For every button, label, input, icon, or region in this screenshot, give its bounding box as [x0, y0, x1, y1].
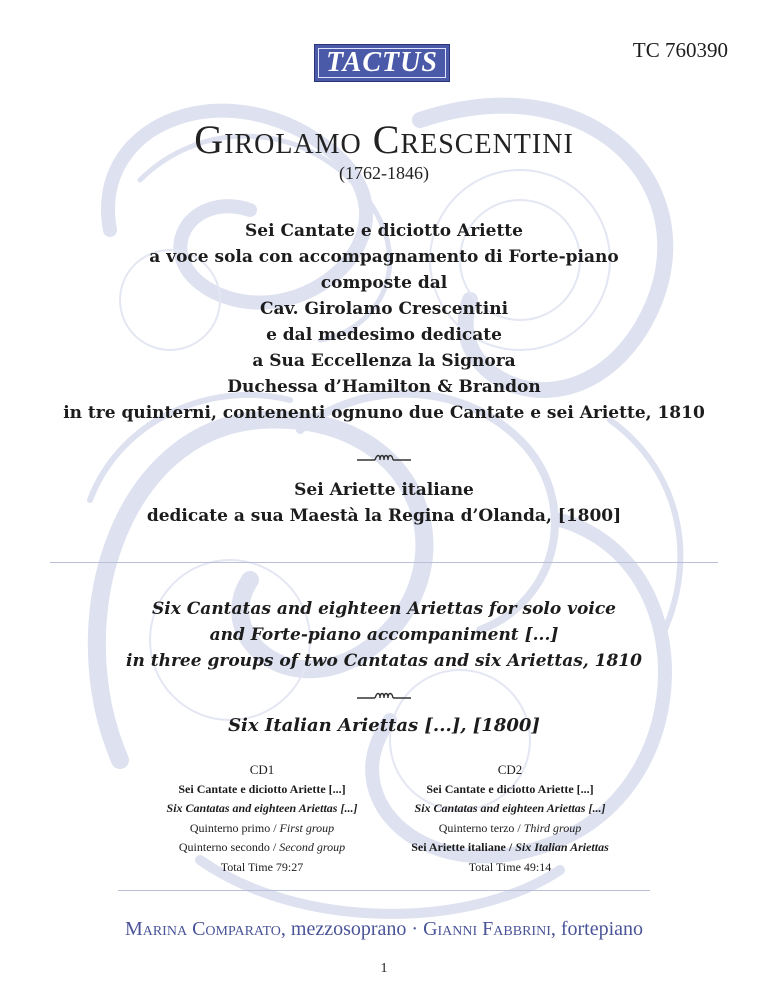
tactus-logo — [314, 44, 450, 82]
cd2-ariette: Sei Ariette italiane / Six Italian Ariettas — [411, 840, 609, 854]
performer-separator: · — [406, 918, 424, 940]
english-title-line: Six Cantatas and eighteen Ariettas for solo voice — [151, 599, 616, 619]
performers-line — [0, 918, 768, 941]
cd2-contents — [380, 760, 640, 877]
italian-ariette-line: dedicate a sua Maestà la Regina d’Olanda, [1800] — [146, 506, 622, 526]
italian-title-line: in tre quinterni, contenenti ognuno due Cantate e sei Ariette, 1810 — [63, 403, 705, 423]
cd2-title-it: Sei Cantate e diciotto Ariette [...] — [426, 781, 594, 796]
composer-name: Girolamo Crescentini — [194, 117, 574, 162]
english-title-line: in three groups of two Cantatas and six Ariettas, 1810 — [126, 651, 642, 671]
cd2-title-en: Six Cantatas and eighteen Ariettas [...] — [414, 801, 606, 815]
english-title — [0, 596, 768, 674]
italian-title-line: Duchessa d’Hamilton & Brandon — [227, 377, 541, 397]
cd1-contents — [132, 760, 392, 877]
pianist-role: , fortepiano — [550, 918, 644, 940]
singer-name: Marina Comparato — [124, 918, 281, 940]
page-number: 1 — [380, 961, 388, 976]
cd1-title-en: Six Cantatas and eighteen Ariettas [...] — [166, 801, 358, 815]
italian-title-line: composte dal — [320, 273, 448, 293]
ornament-divider-icon — [355, 689, 413, 703]
italian-title-line: Sei Cantate e diciotto Ariette — [245, 221, 523, 241]
cd1-group-second: Quinterno secondo / Second group — [178, 840, 346, 854]
cd1-label: CD1 — [249, 762, 275, 777]
italian-title-line: e dal medesimo dedicate — [266, 325, 502, 345]
italian-title-line: Cav. Girolamo Crescentini — [259, 299, 509, 319]
italian-title-line: a voce sola con accompagnamento di Forte-piano — [149, 247, 619, 267]
cd2-total-time: Total Time 49:14 — [468, 859, 552, 874]
cd1-group-first: Quinterno primo / First group — [189, 820, 335, 835]
cd1-title-it: Sei Cantate e diciotto Ariette [...] — [178, 781, 346, 796]
italian-ariette-line: Sei Ariette italiane — [294, 480, 474, 500]
footer-divider — [118, 890, 650, 891]
pianist-name: Gianni Fabbrini — [423, 918, 551, 940]
italian-ariette-title — [0, 477, 768, 529]
section-divider — [50, 562, 718, 563]
catalog-number: TC 760390 — [632, 38, 728, 62]
singer-role: , mezzosoprano — [280, 918, 407, 940]
italian-title-line: a Sua Eccellenza la Signora — [252, 351, 516, 371]
logo-text: TACTUS — [326, 47, 438, 78]
english-ariette-title: Six Italian Ariettas [...], [1800] — [228, 715, 540, 736]
english-title-line: and Forte-piano accompaniment [...] — [209, 625, 559, 645]
ornament-divider-icon — [355, 451, 413, 465]
cd2-label: CD2 — [497, 762, 523, 777]
cd2-group-third: Quinterno terzo / Third group — [438, 820, 582, 835]
italian-title — [0, 218, 768, 426]
composer-dates: (1762-1846) — [339, 163, 429, 183]
cd1-total-time: Total Time 79:27 — [220, 859, 304, 874]
